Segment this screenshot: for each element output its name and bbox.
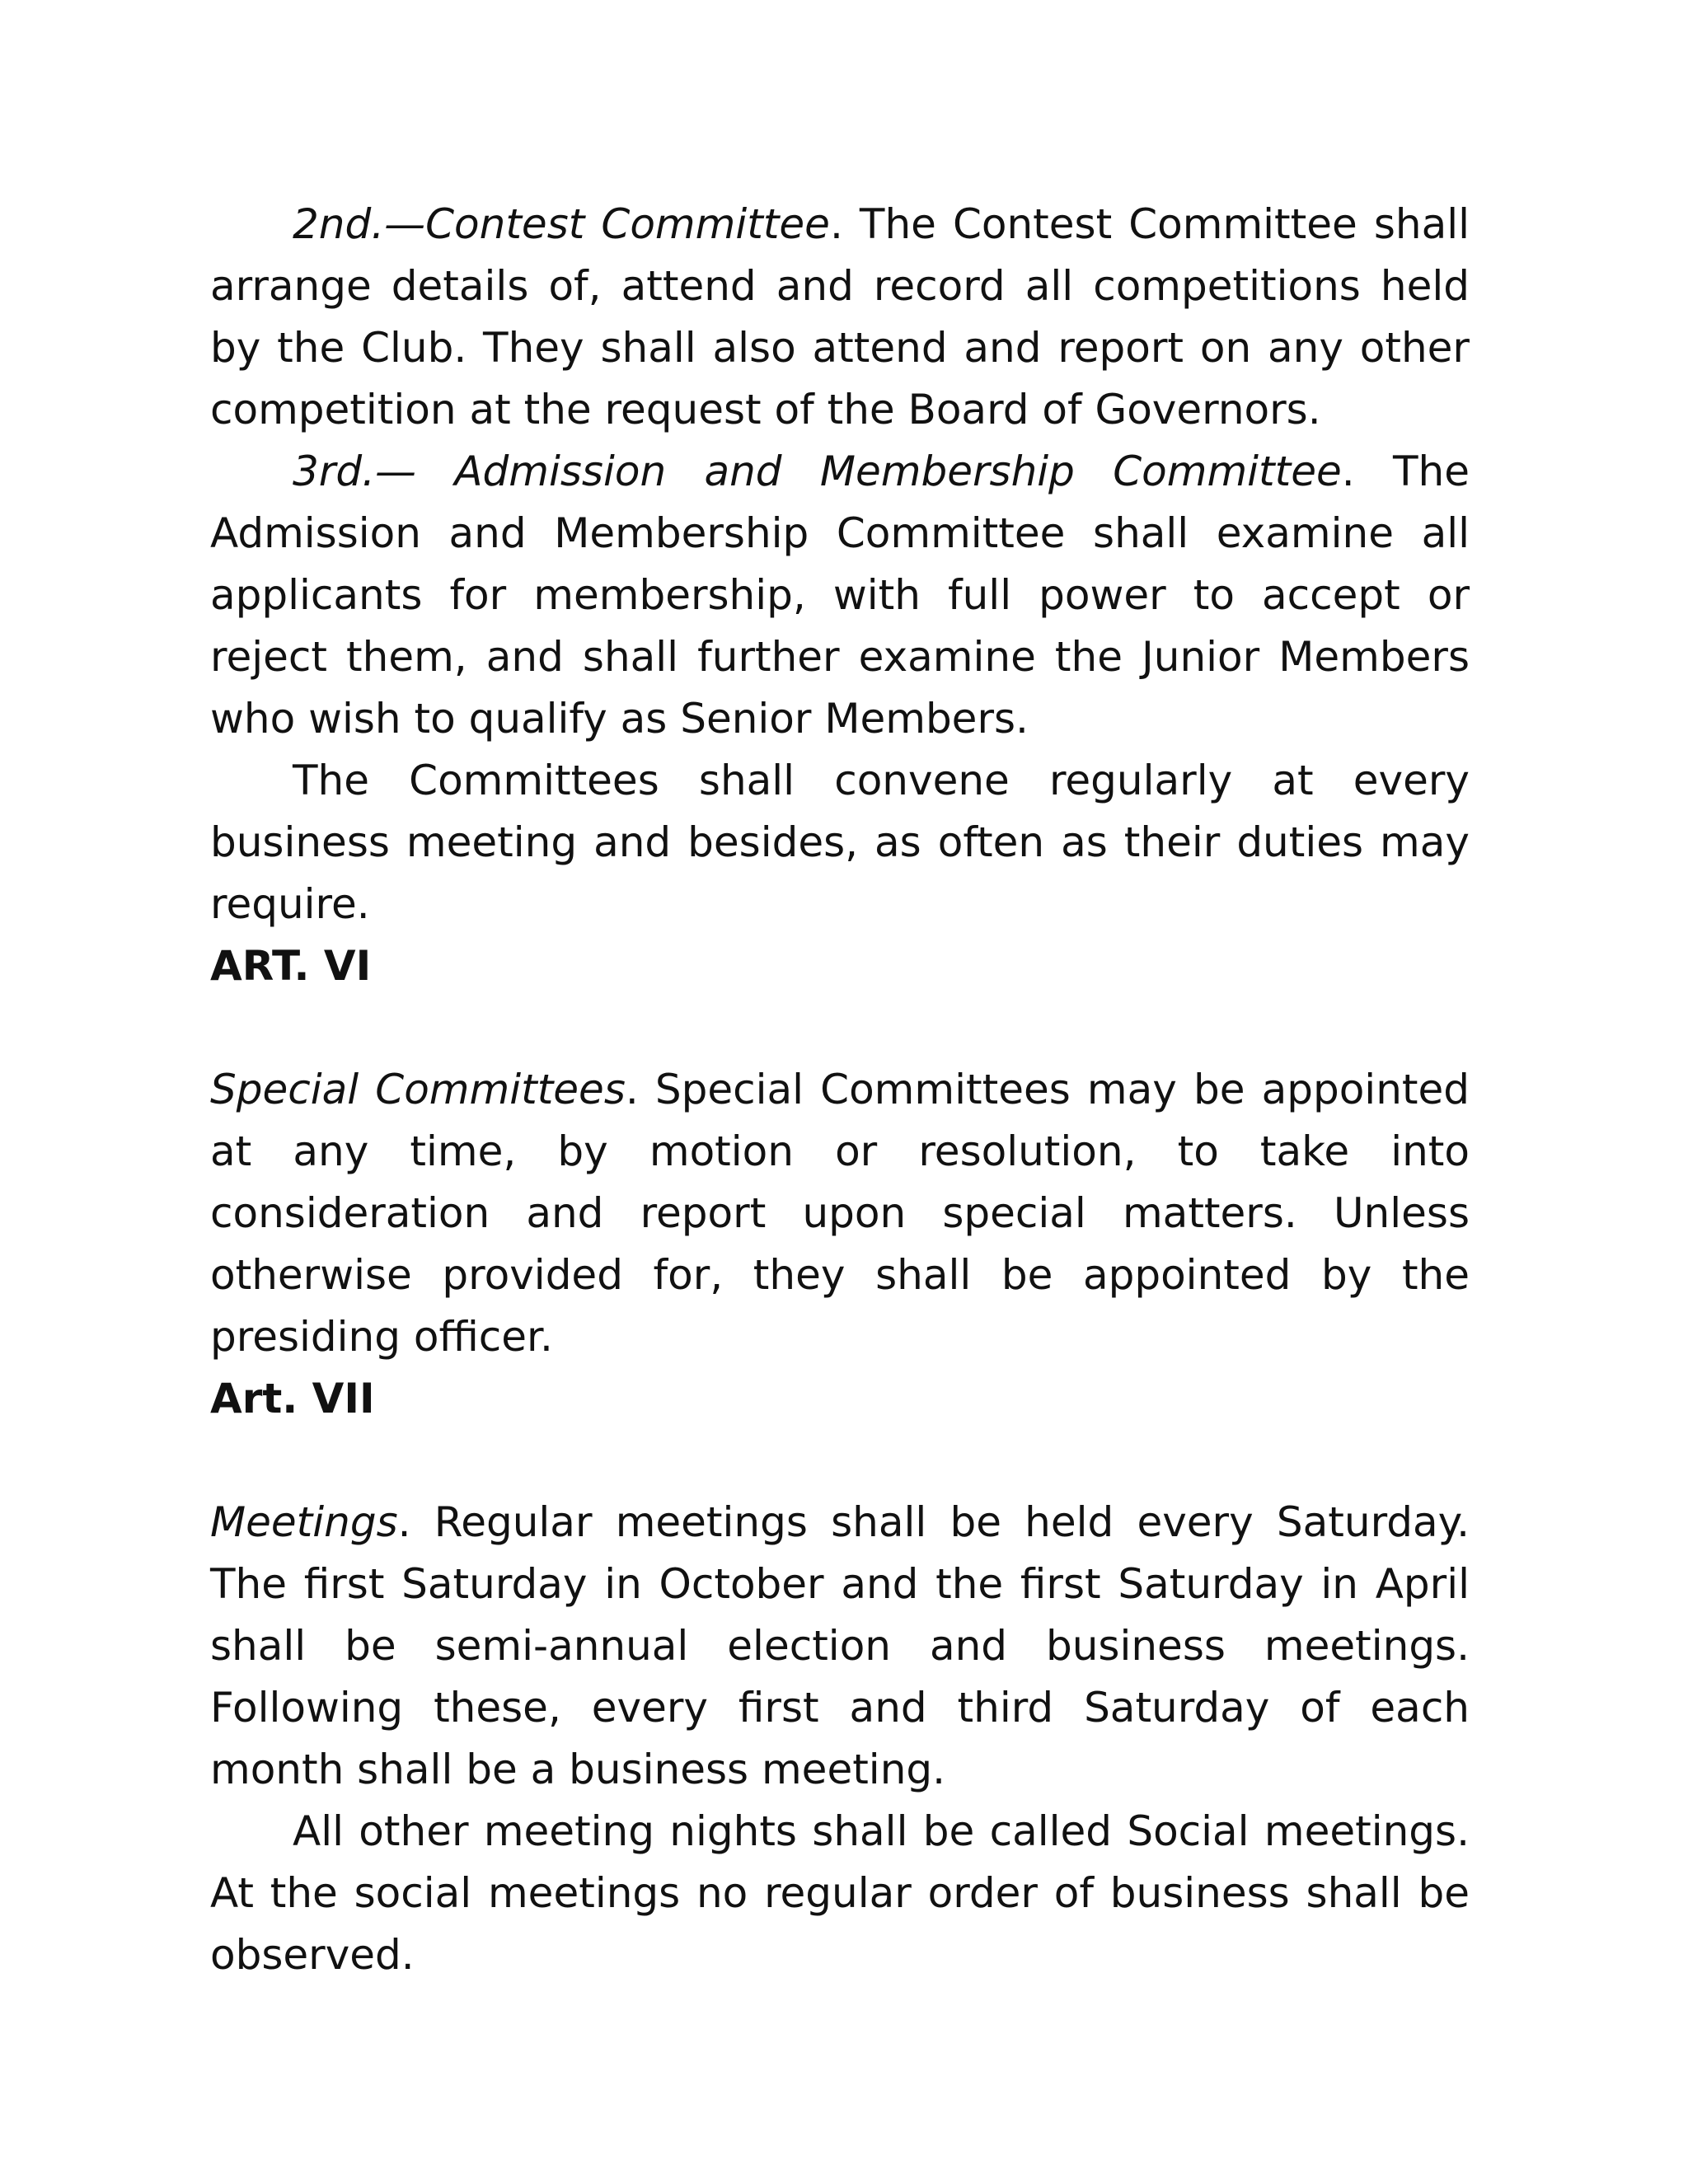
contest-committee-title: 2nd.—Contest Committee — [293, 200, 830, 248]
meetings-title: Meetings — [210, 1498, 398, 1546]
meetings-paragraph — [210, 1492, 1470, 1801]
special-committees-title: Special Committees — [210, 1066, 626, 1113]
committees-convene-text: The Committees shall convene regularly at every business meeting and besides, as often as their duties may require. — [210, 757, 1470, 928]
social-meetings-paragraph — [210, 1801, 1470, 1986]
article-vi-heading: ART. VI — [210, 942, 372, 990]
contest-committee-paragraph — [210, 194, 1470, 441]
contest-committee-text: . The Contest Committee shall arrange details of, attend and record all competitions held by the Club. They shall also attend and report on any other competition at the request of the Board of Governors. — [210, 200, 1470, 434]
special-committees-paragraph — [210, 1059, 1470, 1368]
admission-committee-title: 3rd.— Admission and Membership Committee — [293, 448, 1342, 495]
committees-convene-paragraph — [210, 750, 1470, 935]
admission-committee-text: . The Admission and Membership Committee shall examine all applicants for membership, with full power to accept or reject them, and shall further examine the Junior Members who wish to qualify as Senior Members. — [210, 448, 1470, 743]
meetings-text: . Regular meetings shall be held every Saturday. The first Saturday in October and the first Saturday in April shall be semi-annual election and business meetings. Following these, every first and third Saturday of each month shall be a business meeting. — [210, 1498, 1470, 1793]
social-meetings-text: All other meeting nights shall be called Social meetings. At the social meetings no regular order of business shall be observed. — [210, 1807, 1470, 1979]
special-committees-text: . Special Committees may be appointed at any time, by motion or resolution, to take into consideration and report upon special matters. Unless otherwise provided for, they shall be appointed by the presiding officer. — [210, 1066, 1470, 1361]
article-vii-heading: Art. VII — [210, 1375, 375, 1422]
document-page — [210, 194, 1470, 1986]
admission-committee-paragraph — [210, 441, 1470, 750]
